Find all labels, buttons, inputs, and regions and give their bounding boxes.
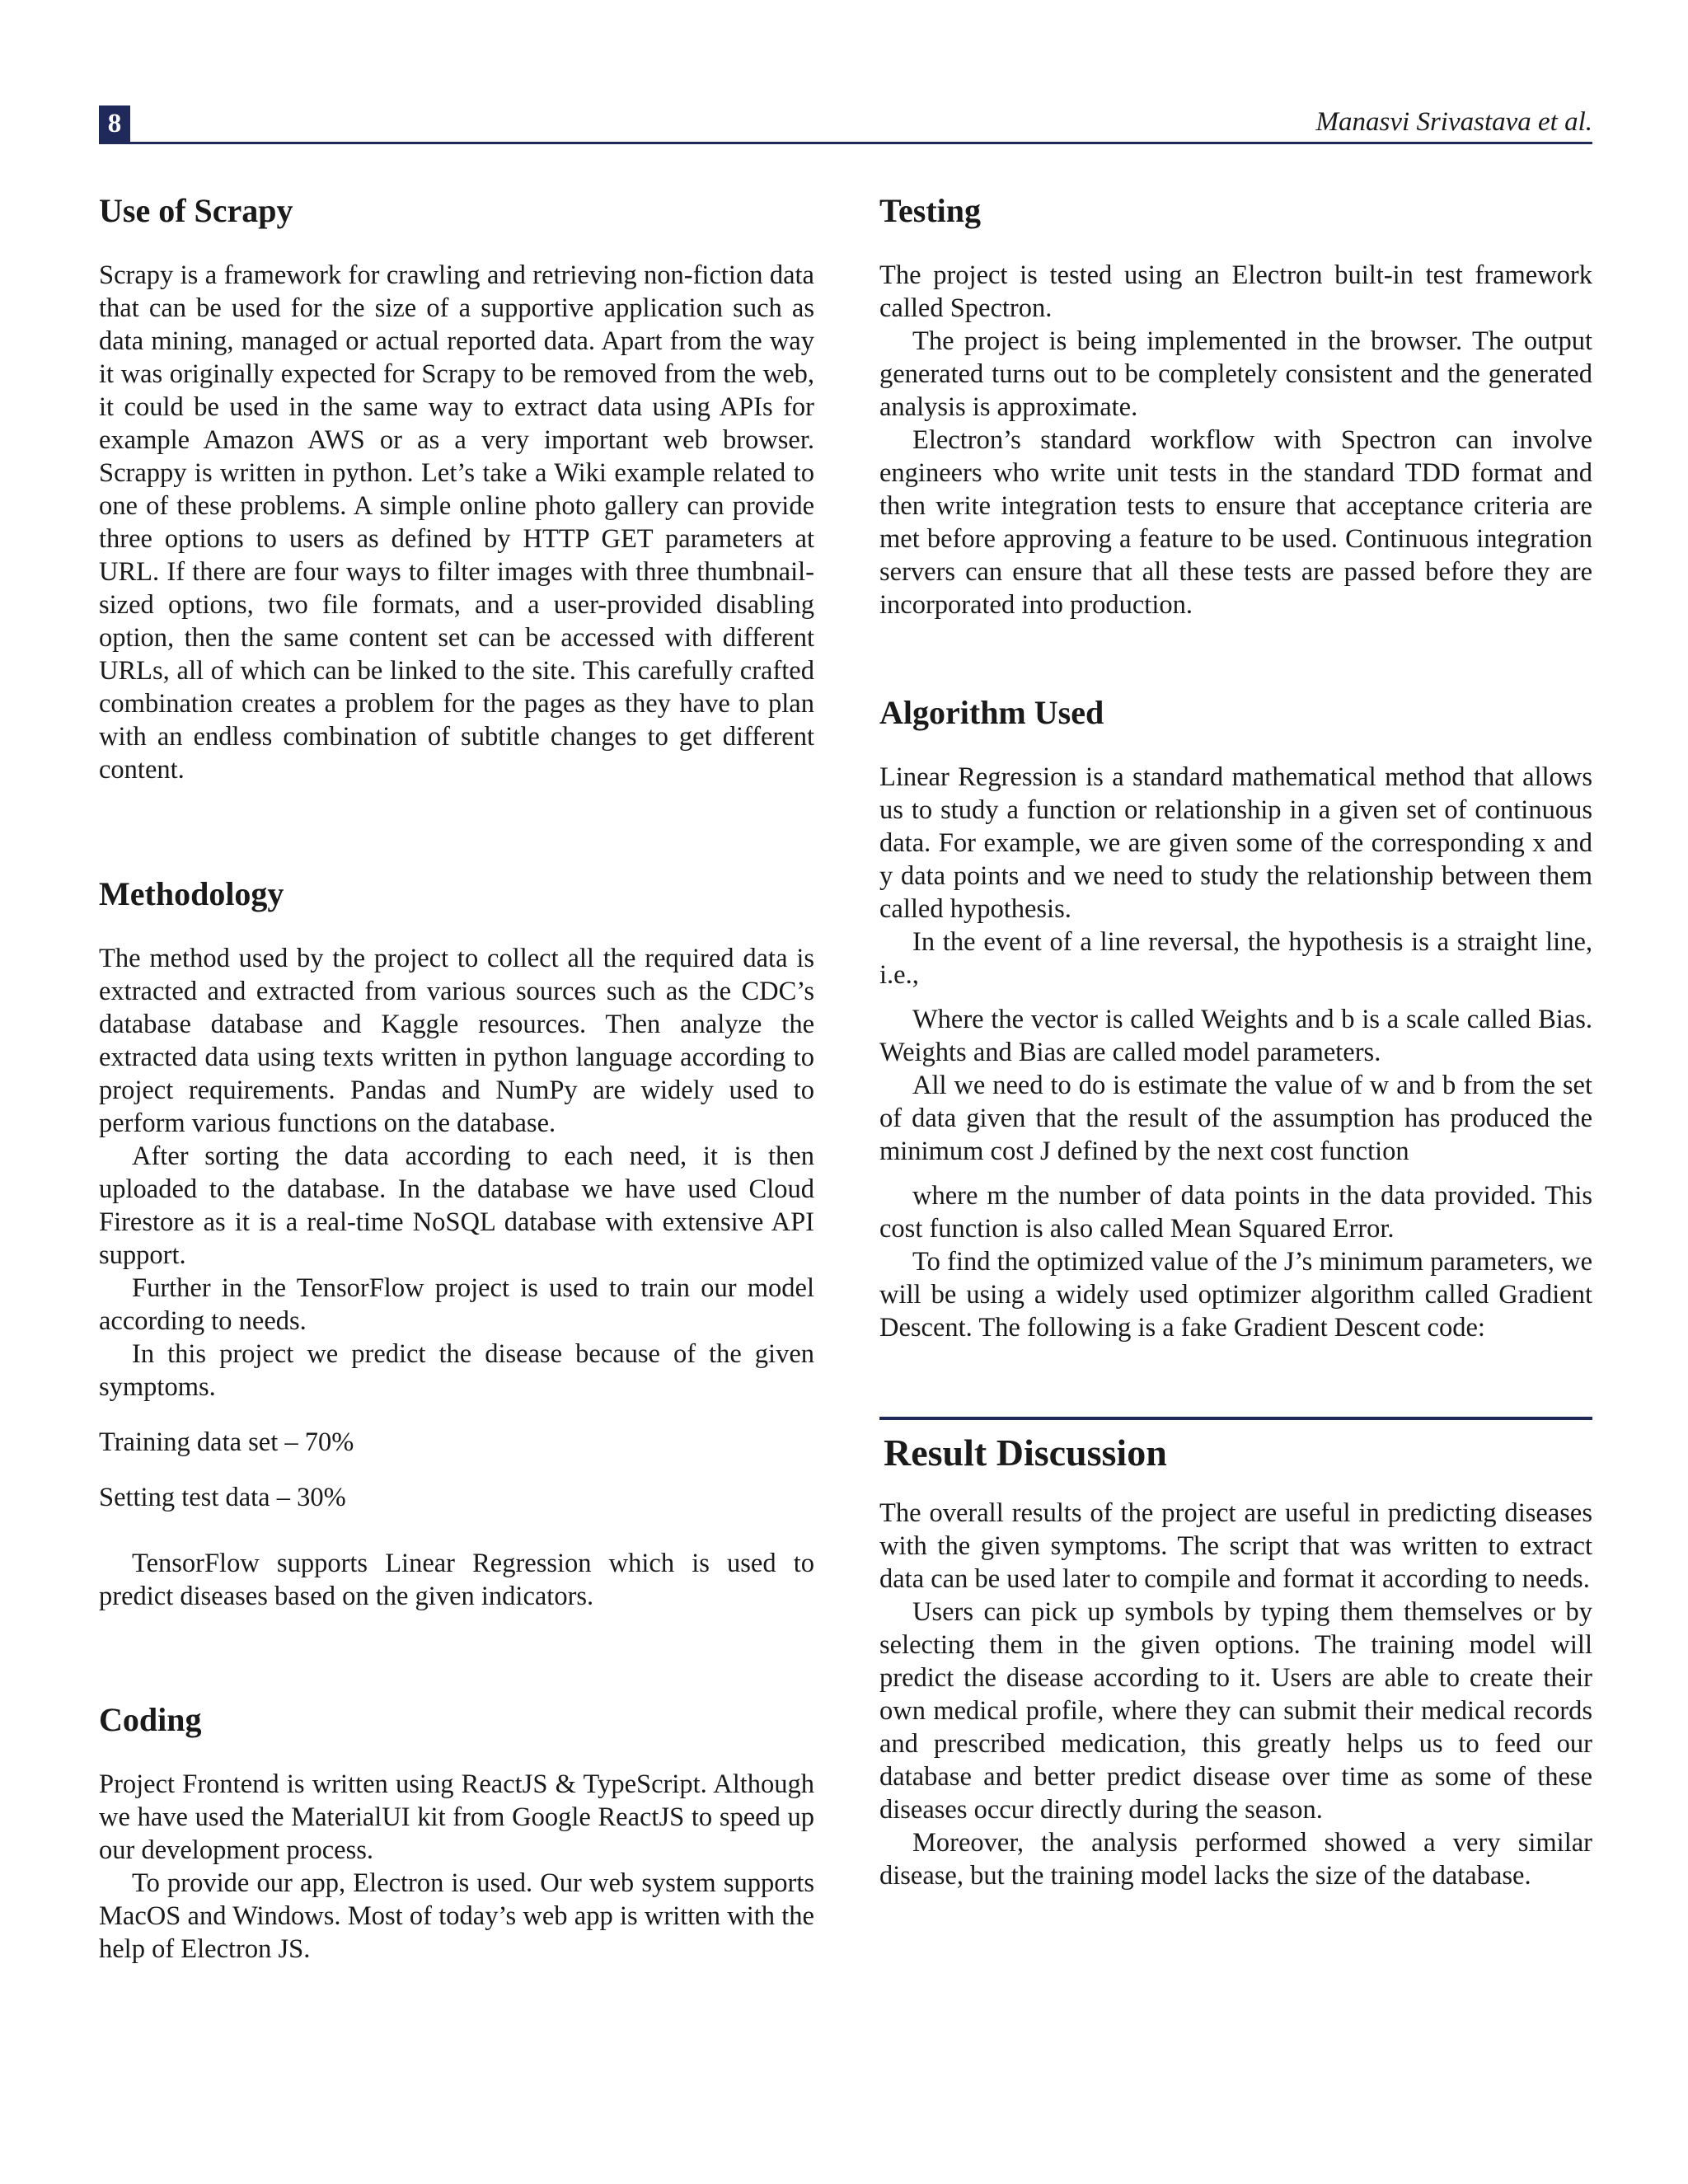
section-title: Algorithm Used bbox=[879, 694, 1104, 731]
paragraph: Scrapy is a framework for crawling and retrieving non-fiction data that can be used for the size of a supportive application such as data mining, managed or actual reported data. Apart from the way it was originally expected for Scrapy to be removed from the web, it could be used in the same way to extract data using APIs for example Amazon AWS or as a very important web browser. Scrappy is written in python. Let’s take a Wiki example related to one of these problems. A simple online photo gallery can provide three options to users as defined by HTTP GET parameters at URL. If there are four ways to filter images with three thumbnail-sized options, two file formats, and a user-provided disabling option, then the same content set can be accessed with different URLs, all of which can be linked to the site. This carefully crafted combination creates a problem for the pages as they have to plan with an endless combination of subtitle changes to get different content. bbox=[99, 260, 814, 785]
paragraph: where m the number of data points in the data provided. This cost function is also called Mean Squared Error. bbox=[879, 1181, 1592, 1244]
paragraph: In the event of a line reversal, the hypothesis is a straight line, i.e., bbox=[879, 927, 1592, 990]
paragraph: Electron’s standard workflow with Spectron can involve engineers who write unit tests in the standard TDD format and then write integration tests to ensure that acceptance criteria are met before approving a feature to be used. Continuous integration servers can ensure that all these tests are passed before they are incorporated into production. bbox=[879, 425, 1592, 620]
section-title: Use of Scrapy bbox=[99, 192, 293, 229]
paragraph: To provide our app, Electron is used. Our web system supports MacOS and Windows. Most of today’s web app is written with the help of Electron JS. bbox=[99, 1868, 814, 1964]
page-number: 8 bbox=[99, 105, 130, 142]
running-head: Manasvi Srivastava et al. bbox=[1315, 107, 1592, 137]
left-column bbox=[99, 191, 814, 1966]
section-title: Methodology bbox=[99, 875, 284, 912]
testing-split: Setting test data – 30% bbox=[99, 1483, 346, 1512]
paragraph: The project is tested using an Electron built-in test framework called Spectron. bbox=[879, 260, 1592, 323]
right-column bbox=[879, 191, 1592, 1892]
section-testing bbox=[879, 191, 1592, 621]
section-result-discussion bbox=[879, 1417, 1592, 1892]
paragraph: TensorFlow supports Linear Regression which is used to predict diseases based on the given indicators. bbox=[99, 1549, 814, 1611]
paragraph: The overall results of the project are useful in predicting diseases with the given symptoms. The script that was written to extract data can be used later to compile and format it according to needs. bbox=[879, 1498, 1592, 1595]
section-title: Coding bbox=[99, 1701, 202, 1738]
paragraph: Users can pick up symbols by typing them themselves or by selecting them in the given options. The training model will predict the disease according to it. Users are able to create their own medical profile, where they can submit their medical records and prescribed medication, this greatly helps us to feed our database and better predict disease over time as some of these diseases occur directly during the season. bbox=[879, 1597, 1592, 1825]
paragraph: After sorting the data according to each need, it is then uploaded to the database. In the database we have used Cloud Firestore as it is a real-time NoSQL database with extensive API support. bbox=[99, 1141, 814, 1270]
paragraph: To find the optimized value of the J’s minimum parameters, we will be using a widely used optimizer algorithm called Gradient Descent. The following is a fake Gradient Descent code: bbox=[879, 1247, 1592, 1343]
paragraph: Project Frontend is written using ReactJS & TypeScript. Although we have used the MaterialUI kit from Google ReactJS to speed up our development process. bbox=[99, 1769, 814, 1865]
section-coding bbox=[99, 1700, 814, 1966]
section-title: Testing bbox=[879, 192, 982, 229]
paragraph: Moreover, the analysis performed showed a very similar disease, but the training model lacks the size of the database. bbox=[879, 1828, 1592, 1891]
paragraph: In this project we predict the disease because of the given symptoms. bbox=[99, 1339, 814, 1402]
paragraph: Where the vector is called Weights and b is a scale called Bias. Weights and Bias are called model parameters. bbox=[879, 1005, 1592, 1067]
page-header bbox=[99, 105, 1592, 144]
paragraph: The method used by the project to collect all the required data is extracted and extracted from various sources such as the CDC’s database database and Kaggle resources. Then analyze the extracted data using texts written in python language according to project requirements. Pandas and NumPy are widely used to perform various functions on the database. bbox=[99, 944, 814, 1138]
section-methodology bbox=[99, 874, 814, 1613]
paragraph: Further in the TensorFlow project is used to train our model according to needs. bbox=[99, 1273, 814, 1336]
training-split: Training data set – 70% bbox=[99, 1427, 354, 1457]
major-section-title: Result Discussion bbox=[884, 1432, 1167, 1474]
paragraph: All we need to do is estimate the value of w and b from the set of data given that the result of the assumption has produced the minimum cost J defined by the next cost function bbox=[879, 1071, 1592, 1166]
section-algorithm-used bbox=[879, 693, 1592, 1344]
paragraph: The project is being implemented in the browser. The output generated turns out to be completely consistent and the generated analysis is approximate. bbox=[879, 326, 1592, 422]
section-use-of-scrapy bbox=[99, 191, 814, 786]
paragraph: Linear Regression is a standard mathematical method that allows us to study a function or relationship in a given set of continuous data. For example, we are given some of the corresponding x and y data points and we need to study the relationship between them called hypothesis. bbox=[879, 762, 1592, 924]
